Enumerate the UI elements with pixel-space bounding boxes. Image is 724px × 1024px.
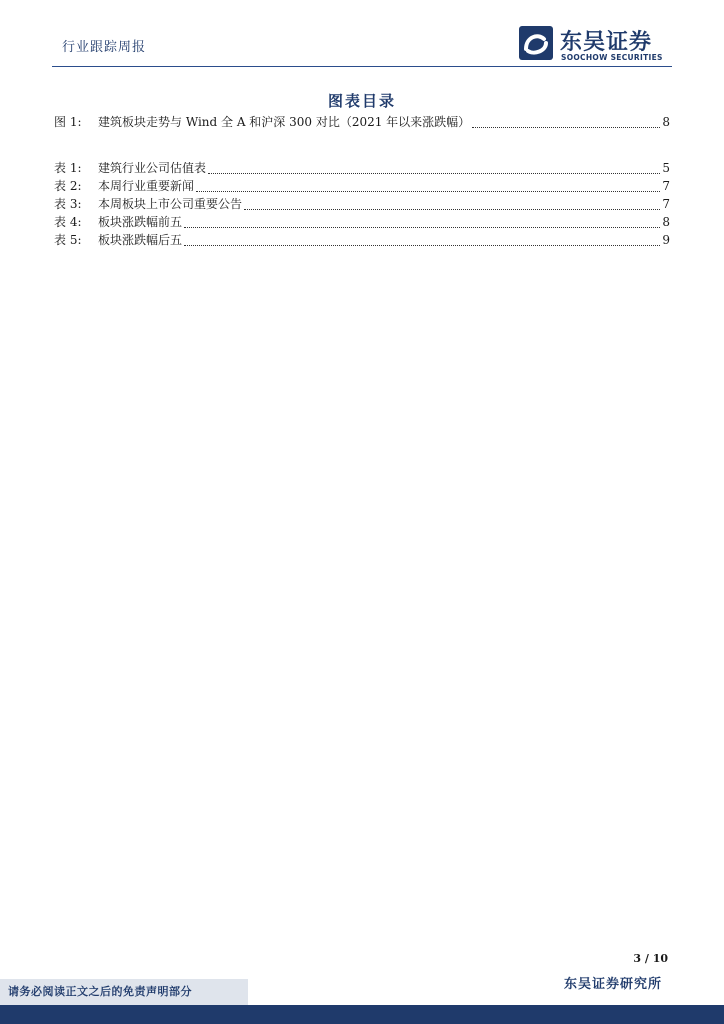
table-list bbox=[54, 159, 670, 249]
toc-entry-label: 表 5: bbox=[54, 233, 82, 247]
toc-entry-text: 板块涨跌幅后五 bbox=[98, 233, 183, 247]
toc-entry-page: 9 bbox=[662, 233, 670, 247]
toc-entry-page: 7 bbox=[662, 179, 670, 193]
toc-entry-label: 表 2: bbox=[54, 179, 82, 193]
toc-leader-dots bbox=[184, 215, 660, 228]
soochow-logo-icon bbox=[518, 25, 554, 61]
company-logo bbox=[518, 25, 678, 65]
toc-entry-text: 板块涨跌幅前五 bbox=[98, 215, 183, 229]
header-divider bbox=[52, 66, 672, 67]
toc-entry[interactable] bbox=[54, 113, 670, 131]
toc-entry-text: 本周行业重要新闻 bbox=[98, 179, 195, 193]
toc-entry-text: 建筑行业公司估值表 bbox=[98, 161, 207, 175]
report-type: 行业跟踪周报 bbox=[62, 40, 147, 55]
footer-brand: 东吴证券研究所 bbox=[563, 977, 662, 992]
toc-entry[interactable] bbox=[54, 231, 670, 249]
toc-leader-dots bbox=[472, 115, 660, 128]
toc-entry-page: 8 bbox=[662, 115, 670, 129]
toc-entry[interactable] bbox=[54, 159, 670, 177]
toc-entry-label: 图 1: bbox=[54, 115, 82, 129]
toc-entry-label: 表 3: bbox=[54, 197, 82, 211]
figure-list bbox=[54, 113, 670, 131]
toc-entry[interactable] bbox=[54, 195, 670, 213]
toc-leader-dots bbox=[208, 161, 660, 174]
toc-entry-text: 建筑板块走势与 Wind 全 A 和沪深 300 对比（2021 年以来涨跌幅） bbox=[98, 115, 471, 129]
toc-leader-dots bbox=[244, 197, 660, 210]
footer-bar bbox=[0, 1005, 724, 1024]
toc-entry-page: 8 bbox=[662, 215, 670, 229]
disclaimer-notice: 请务必阅读正文之后的免责声明部分 bbox=[0, 979, 248, 1005]
toc-title: 图表目录 bbox=[327, 92, 396, 110]
toc-entry-text: 本周板块上市公司重要公告 bbox=[98, 197, 243, 211]
toc-entry-page: 5 bbox=[662, 161, 670, 175]
logo-name-cn: 东吴证券 bbox=[560, 30, 653, 55]
page-number: 3 / 10 bbox=[633, 952, 668, 965]
toc-entry-page: 7 bbox=[662, 197, 670, 211]
toc-entry-label: 表 4: bbox=[54, 215, 82, 229]
toc-leader-dots bbox=[184, 233, 660, 246]
toc-entry[interactable] bbox=[54, 213, 670, 231]
logo-name-en: SOOCHOW SECURITIES bbox=[561, 53, 663, 62]
toc-leader-dots bbox=[196, 179, 660, 192]
toc-entry[interactable] bbox=[54, 177, 670, 195]
toc-entry-label: 表 1: bbox=[54, 161, 82, 175]
